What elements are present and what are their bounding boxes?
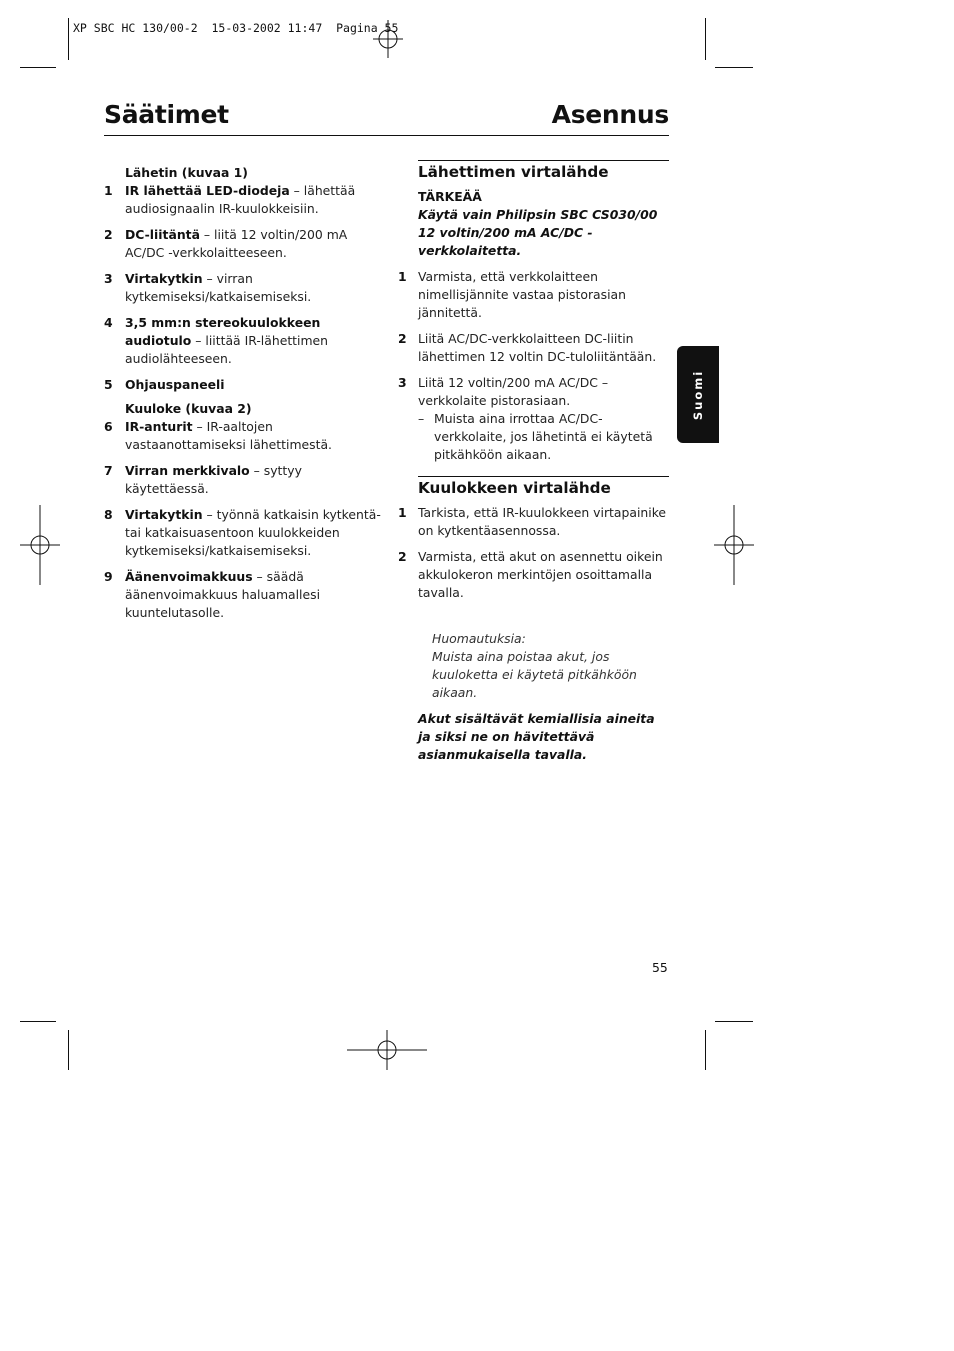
list-item: 2 Liitä AC/DC-verkkolaitteen DC-liitin lähettimen 12 voltin DC-tuloliitäntään.: [398, 331, 657, 364]
transmitter-heading: Lähetin (kuvaa 1): [125, 165, 248, 180]
page-title-installation: Asennus: [551, 100, 669, 129]
page-number: 55: [652, 960, 668, 975]
list-item: 1 Varmista, että verkkolaitteen nimellisjännite vastaa pistorasian jännitettä.: [398, 269, 626, 320]
list-item: 1 Tarkista, että IR-kuulokkeen virtapainike on kytkentäasennossa.: [398, 505, 667, 538]
section-title-headphone-power: Kuulokkeen virtalähde: [418, 479, 611, 497]
section-rule: [418, 160, 669, 161]
section-title-transmitter-power: Lähettimen virtalähde: [418, 163, 609, 181]
note-text: Muista aina poistaa akut, jos kuuloketta ei käytetä pitkähköön aikaan.: [432, 649, 637, 700]
registration-mark-bottom: [347, 1030, 427, 1070]
installation-section: [398, 160, 669, 764]
list-item: 7 Virran merkkivalo – syttyy käytettäessä.: [104, 463, 302, 496]
important-label: TÄRKEÄÄ: [418, 189, 482, 204]
headphone-heading: Kuuloke (kuvaa 2): [125, 401, 252, 416]
controls-list: [104, 164, 384, 630]
list-item: 3 Virtakytkin – virran kytkemiseksi/katkaisemiseksi.: [104, 271, 312, 304]
list-item: 8 Virtakytkin – työnnä katkaisin kytkentä- tai katkaisuasentoon kuulokkeiden kytkemiseksi/katkaisemiseksi.: [104, 507, 381, 558]
registration-mark-top: [373, 20, 403, 58]
title-rule: [104, 135, 669, 136]
list-item: 6 IR-anturit – IR-aaltojen vastaanottamiseksi lähettimestä.: [104, 419, 332, 452]
sub-note: – Muista aina irrottaa AC/DC-verkkolaite, jos lähetintä ei käytetä pitkähköön aikaan.: [418, 411, 653, 462]
list-item: 1 IR lähettää LED-diodeja – lähettää audiosignaalin IR-kuulokkeisiin.: [104, 183, 356, 216]
list-item: 5 Ohjauspaneeli: [104, 377, 225, 392]
section-rule: [418, 476, 669, 477]
page-title-controls: Säätimet: [104, 100, 229, 129]
registration-mark-left: [20, 505, 60, 585]
list-item: 4 3,5 mm:n stereokuulokkeen audiotulo – liittää IR-lähettimen audiolähteeseen.: [104, 315, 329, 366]
list-item: 9 Äänenvoimakkuus – säädä äänenvoimakkuus haluamallesi kuuntelutasolle.: [104, 569, 321, 620]
battery-warning: Akut sisältävät kemiallisia aineita ja siksi ne on hävitettävä asianmukaisella tavalla.: [418, 711, 655, 762]
language-tab: [677, 346, 719, 443]
important-text: Käytä vain Philipsin SBC CS030/00 12 voltin/200 mA AC/DC -verkkolaitetta.: [418, 207, 658, 258]
print-slug: XP SBC HC 130/00-2 15-03-2002 11:47 Pagina 55: [73, 21, 399, 35]
note-label: Huomautuksia:: [432, 631, 526, 646]
list-item: 3 Liitä 12 voltin/200 mA AC/DC –verkkolaite pistorasiaan. – Muista aina irrottaa AC/DC-verkkolaite, jos lähetintä ei käytetä pitkähköön aikaan.: [398, 374, 669, 464]
language-tab-label: Suomi: [691, 369, 705, 420]
list-item: 2 DC-liitäntä – liitä 12 voltin/200 mA AC/DC -verkkolaitteeseen.: [104, 227, 348, 260]
registration-mark-right: [714, 505, 754, 585]
list-item: 2 Varmista, että akut on asennettu oikein akkulokeron merkintöjen osoittamalla tavalla.: [398, 549, 663, 600]
